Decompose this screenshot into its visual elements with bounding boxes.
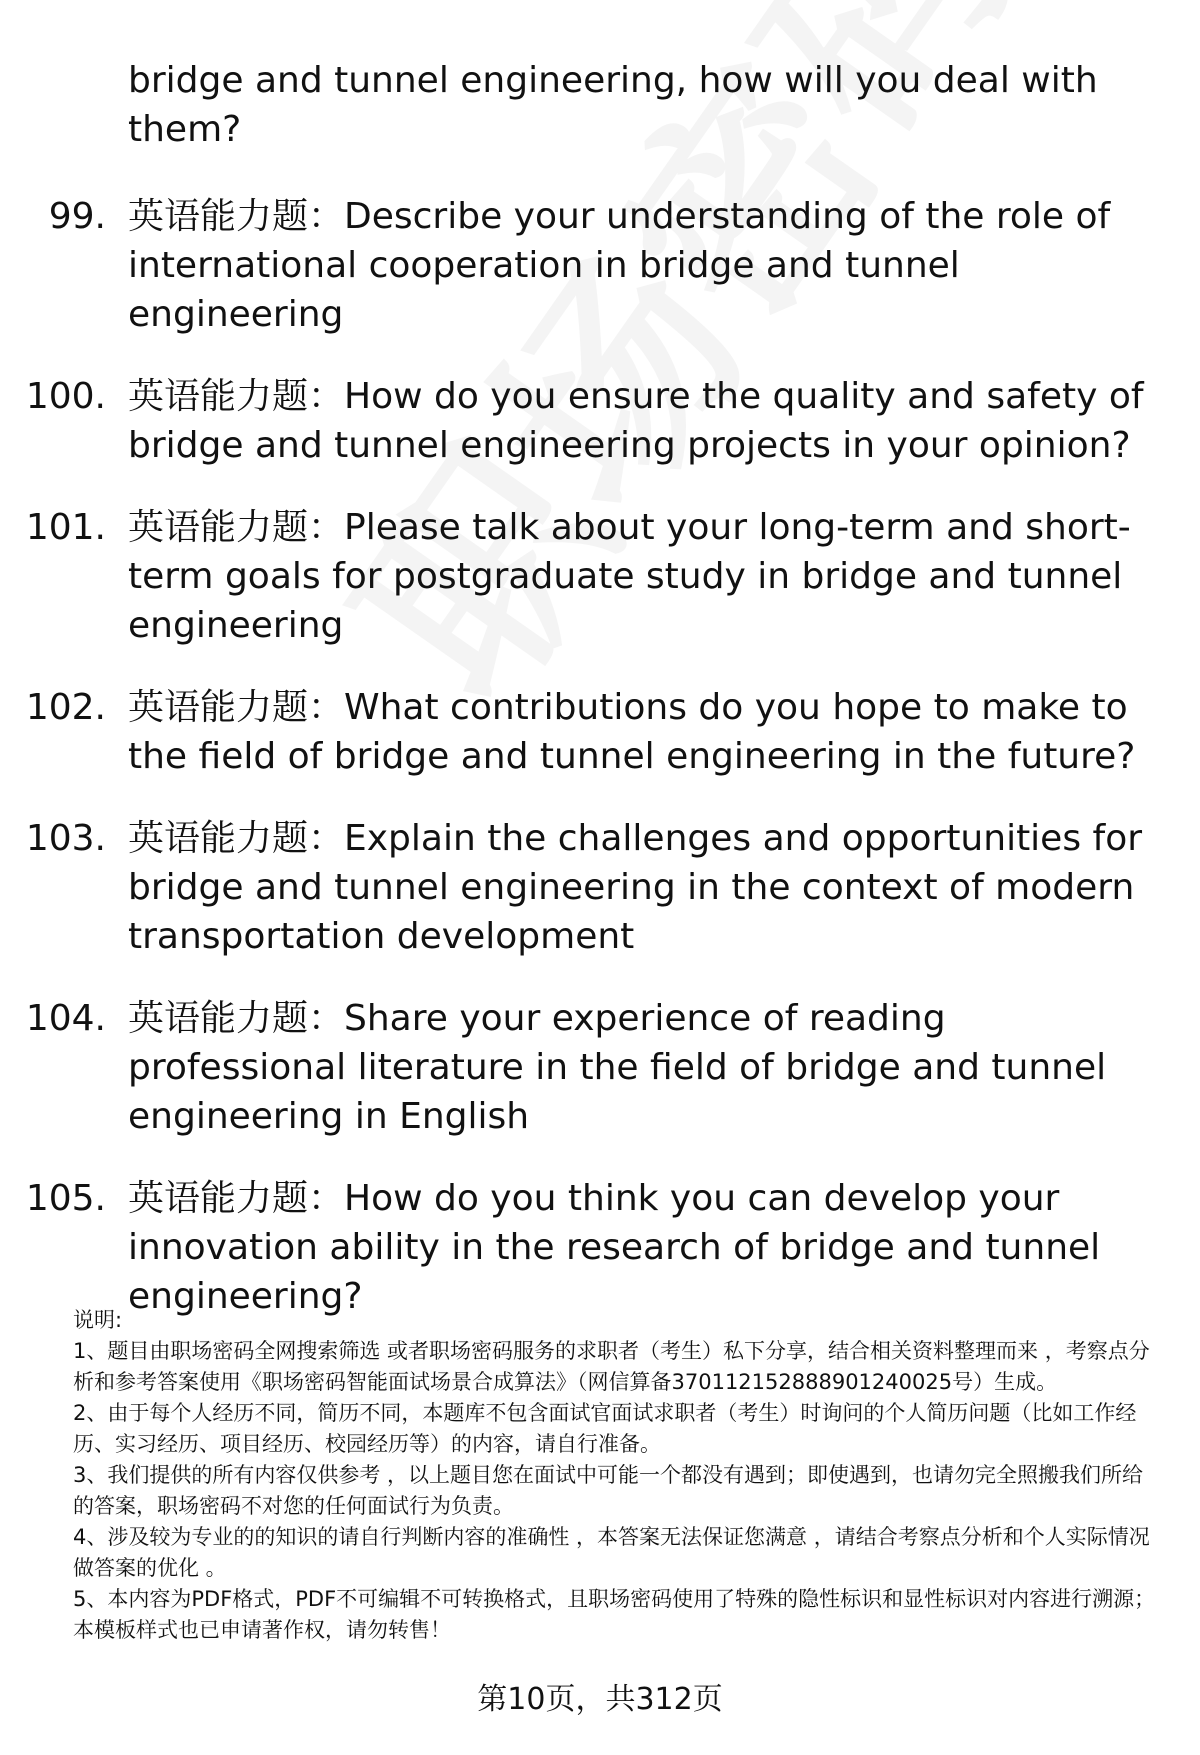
question-number: 104. bbox=[25, 998, 106, 1039]
note-item: 1、题目由职场密码全网搜索筛选 或者职场密码服务的求职者（考生）私下分享，结合相关资料整理而来 ，考察点分析和参考答案使用《职场密码智能面试场景合成算法》（网信算备370112152888901240025号）生成。 bbox=[73, 1339, 1150, 1394]
question-number: 99. bbox=[48, 196, 106, 237]
page-indicator: 第10页，共312页 bbox=[477, 1682, 723, 1717]
question-text: 英语能力题：Share your experience of reading professional literature in the field of bridge and tunnel engineering in English bbox=[128, 998, 1107, 1137]
question-text: 英语能力题：How do you ensure the quality and safety of bridge and tunnel engineering projects in your opinion? bbox=[128, 376, 1144, 466]
question-text: 英语能力题：What contributions do you hope to make to the field of bridge and tunnel engineering in the future? bbox=[128, 687, 1136, 777]
question-item bbox=[0, 503, 1200, 650]
question-text: 英语能力题：Explain the challenges and opportunities for bridge and tunnel engineering in the context of modern transportation development bbox=[128, 818, 1143, 957]
question-text: 英语能力题：How do you think you can develop your innovation ability in the research of bridge and tunnel engineering? bbox=[128, 1178, 1101, 1317]
note-item: 4、涉及较为专业的的知识的请自行判断内容的准确性 ，本答案无法保证您满意 ，请结合考察点分析和个人实际情况做答案的优化 。 bbox=[73, 1525, 1150, 1580]
question-text: 英语能力题：Describe your understanding of the role of international cooperation in bridge and tunnel engineering bbox=[128, 196, 1111, 335]
question-item bbox=[0, 192, 1200, 339]
question-item bbox=[0, 994, 1200, 1141]
question-number: 100. bbox=[25, 376, 106, 417]
note-item: 5、本内容为PDF格式，PDF不可编辑不可转换格式，且职场密码使用了特殊的隐性标识和显性标识对内容进行溯源；本模板样式也已申请著作权，请勿转售！ bbox=[73, 1587, 1156, 1642]
question-number: 101. bbox=[25, 507, 106, 548]
question-list bbox=[0, 192, 1200, 1354]
question-number: 102. bbox=[25, 687, 106, 728]
note-item: 2、由于每个人经历不同，简历不同，本题库不包含面试官面试求职者（考生）时询问的个人简历问题（比如工作经历、实习经历、项目经历、校园经历等）的内容，请自行准备。 bbox=[73, 1401, 1137, 1456]
question-number: 105. bbox=[25, 1178, 106, 1219]
notes-heading: 说明: bbox=[73, 1308, 123, 1332]
question-number: 103. bbox=[25, 818, 106, 859]
question-item bbox=[0, 372, 1200, 470]
note-item: 3、我们提供的所有内容仅供参考 ，以上题目您在面试中可能一个都没有遇到；即使遇到，也请勿完全照搬我们所给的答案，职场密码不对您的任何面试行为负责。 bbox=[73, 1463, 1144, 1518]
disclaimer-notes bbox=[73, 1305, 1163, 1646]
continued-question-text: bridge and tunnel engineering, how will you deal with them? bbox=[128, 60, 1098, 150]
question-item bbox=[0, 683, 1200, 781]
question-item bbox=[0, 1174, 1200, 1321]
question-text: 英语能力题：Please talk about your long-term and short-term goals for postgraduate study in bridge and tunnel engineering bbox=[128, 507, 1131, 646]
question-item bbox=[0, 814, 1200, 961]
